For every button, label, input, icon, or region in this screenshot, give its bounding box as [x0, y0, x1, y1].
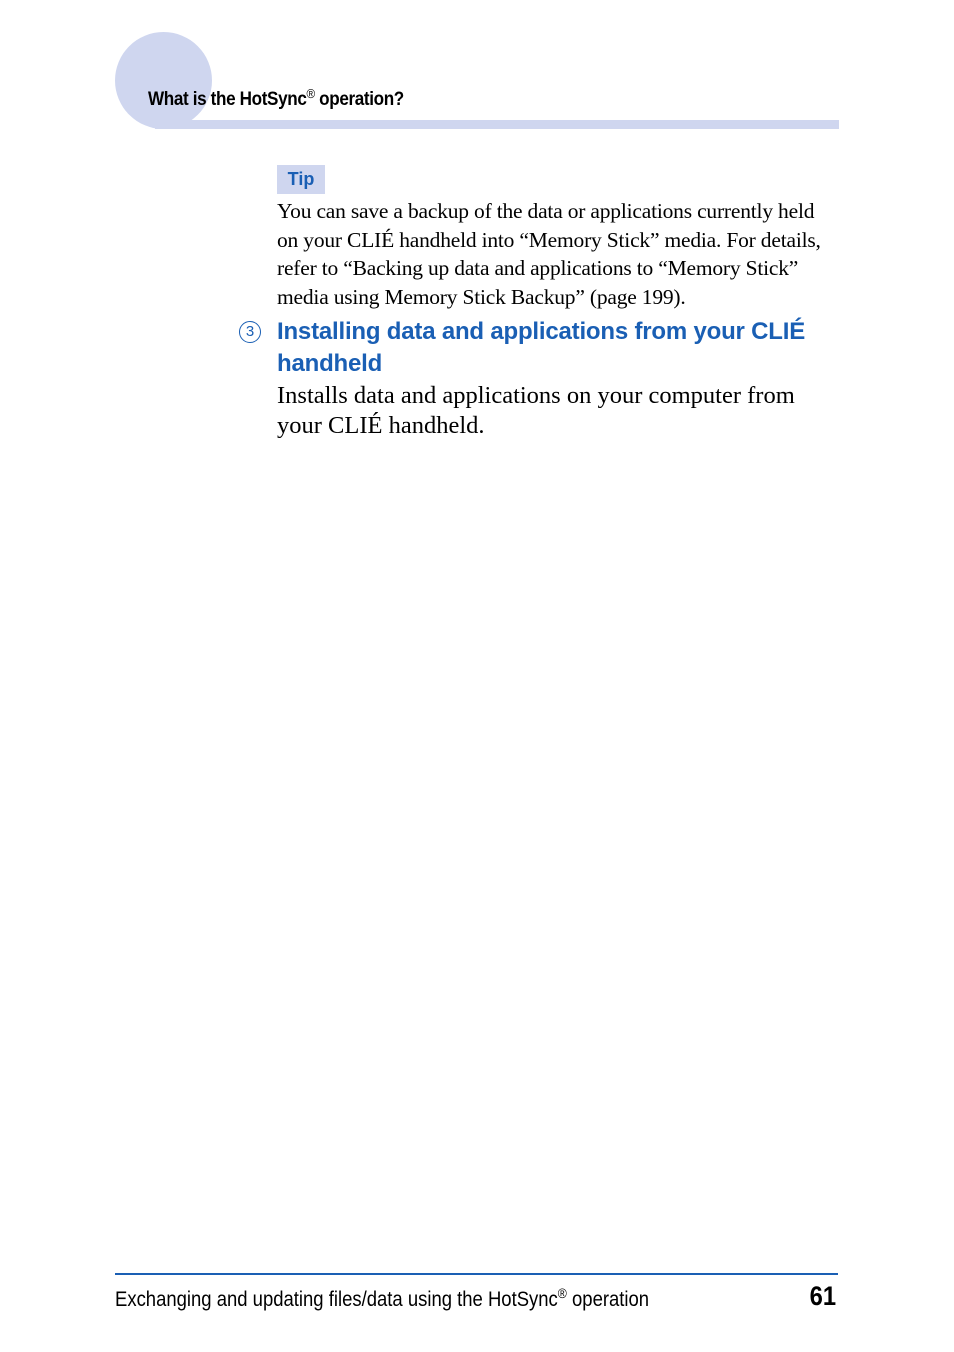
- header-decoration-bar: [155, 120, 839, 129]
- running-header-title: What is the HotSync® operation?: [148, 86, 404, 110]
- step-number-circle: 3: [239, 321, 261, 343]
- header-decoration-circle: [115, 32, 212, 129]
- step-body-text: Installs data and applications on your computer from your CLIÉ handheld.: [277, 382, 795, 439]
- footer-section-title: Exchanging and updating files/data using the HotSync® operation: [115, 1285, 650, 1311]
- tip-badge: Tip: [277, 165, 325, 194]
- tip-text: You can save a backup of the data or applications currently held on your CLIÉ handheld into “Memory Stick” media. For details, refer to “Backing up data and applications to “Memory Stick” media using Memory Stick Backup” (page 199).: [277, 199, 821, 309]
- footer-divider: [115, 1273, 838, 1275]
- step-heading: Installing data and applications from your CLIÉ handheld: [277, 318, 805, 377]
- page-number: 61: [809, 1281, 836, 1311]
